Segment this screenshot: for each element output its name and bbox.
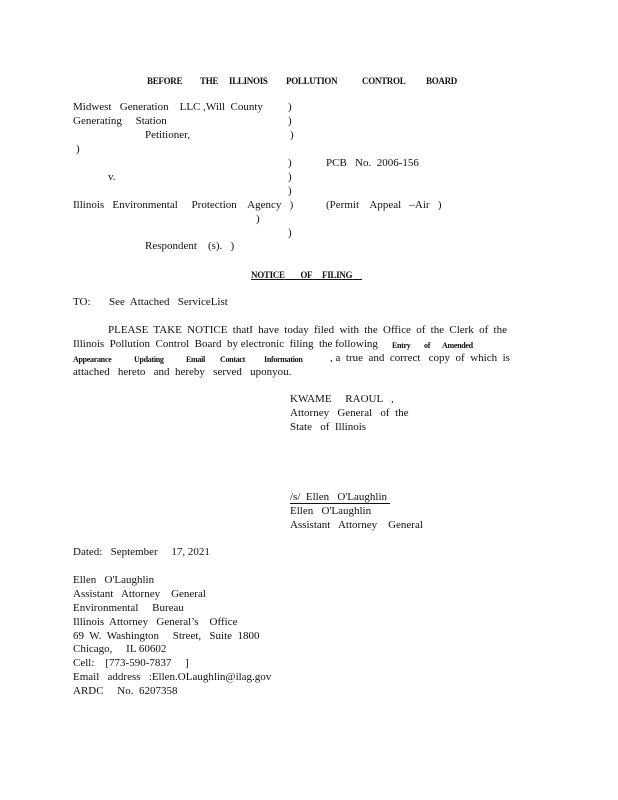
- contact-title: Assistant Attorney General: [73, 588, 206, 600]
- filed-document-title: Information: [264, 355, 303, 364]
- signer-title: Assistant Attorney General: [290, 519, 423, 531]
- caption-paren: ): [288, 227, 292, 239]
- versus: v.: [108, 171, 116, 183]
- notice-heading-word: OF: [300, 270, 313, 280]
- contact-email: Email address :Ellen.OLaughlin@ilag.gov: [73, 671, 272, 683]
- ag-title: Attorney General of the: [290, 407, 409, 419]
- respondent-role: Respondent (s). ): [145, 240, 235, 252]
- to-label: TO:: [73, 296, 91, 308]
- petitioner-role: Petitioner,: [145, 129, 191, 141]
- signer-name: Ellen O'Laughlin: [290, 505, 372, 517]
- header-word-control: CONTROL: [362, 76, 406, 86]
- header-word-before: BEFORE: [147, 76, 183, 86]
- contact-cell: Cell: [773-590-7837 ]: [73, 657, 189, 669]
- contact-name: Ellen O'Laughlin: [73, 574, 155, 586]
- filed-document-title: Appearance: [73, 355, 112, 364]
- notice-heading-word: NOTICE: [251, 270, 285, 280]
- notice-heading: [251, 269, 364, 282]
- caption-paren: ): [288, 157, 292, 169]
- contact-city: Chicago, IL 60602: [73, 643, 167, 655]
- caption-paren: ): [290, 129, 294, 141]
- contact-office: Illinois Attorney General’s Office: [73, 616, 238, 628]
- contact-bureau: Environmental Bureau: [73, 602, 184, 614]
- electronic-signature: /s/ Ellen O'Laughlin: [290, 491, 390, 504]
- contact-ardc: ARDC No. 6207358: [73, 685, 178, 697]
- caption-paren: ): [288, 101, 292, 113]
- header-word-illinois: ILLINOIS: [229, 76, 268, 86]
- caption-paren: ): [288, 115, 292, 127]
- petitioner-name-line2: Generating Station: [73, 115, 167, 127]
- respondent-paren: ): [256, 213, 260, 225]
- respondent-name: Illinois Environmental Protection Agency ): [73, 199, 294, 211]
- ag-state: State of Illinois: [290, 421, 367, 433]
- body-line-4: attached hereto and hereby served uponyou.: [73, 366, 292, 378]
- filed-document-title: Entry: [392, 341, 411, 350]
- notice-heading-word: FILING: [322, 270, 353, 280]
- filed-document-title: Email: [186, 355, 205, 364]
- filed-document-title: Amended: [442, 341, 473, 350]
- caption-stray-paren: ): [76, 143, 80, 155]
- caption-paren: ): [288, 171, 292, 183]
- permit-appeal: (Permit Appeal –Air ): [326, 199, 442, 211]
- case-number: PCB No. 2006-156: [326, 157, 419, 169]
- contact-street: 69 W. Washington Street, Suite 1800: [73, 630, 260, 642]
- header-word-board: BOARD: [426, 76, 458, 86]
- filed-document-title: Contact: [220, 355, 246, 364]
- date-line: Dated: September 17, 2021: [73, 546, 210, 558]
- body-line-3-rest: , a true and correct copy of which is: [330, 352, 510, 364]
- header-word-the: THE: [200, 76, 219, 86]
- caption-paren: ): [288, 185, 292, 197]
- petitioner-name-line1: Midwest Generation LLC ,Will County: [73, 101, 263, 113]
- filed-document-title: of: [424, 341, 431, 350]
- to-value: See Attached ServiceList: [109, 296, 228, 308]
- ag-name: KWAME RAOUL ,: [290, 393, 394, 405]
- body-line-2: Illinois Pollution Control Board by electronic filing the following: [73, 338, 378, 350]
- filed-document-title: Updating: [134, 355, 164, 364]
- header-word-pollution: POLLUTION: [286, 76, 338, 86]
- body-line-1: PLEASE TAKE NOTICE thatI have today filed with the Office of the Clerk of the: [108, 324, 507, 336]
